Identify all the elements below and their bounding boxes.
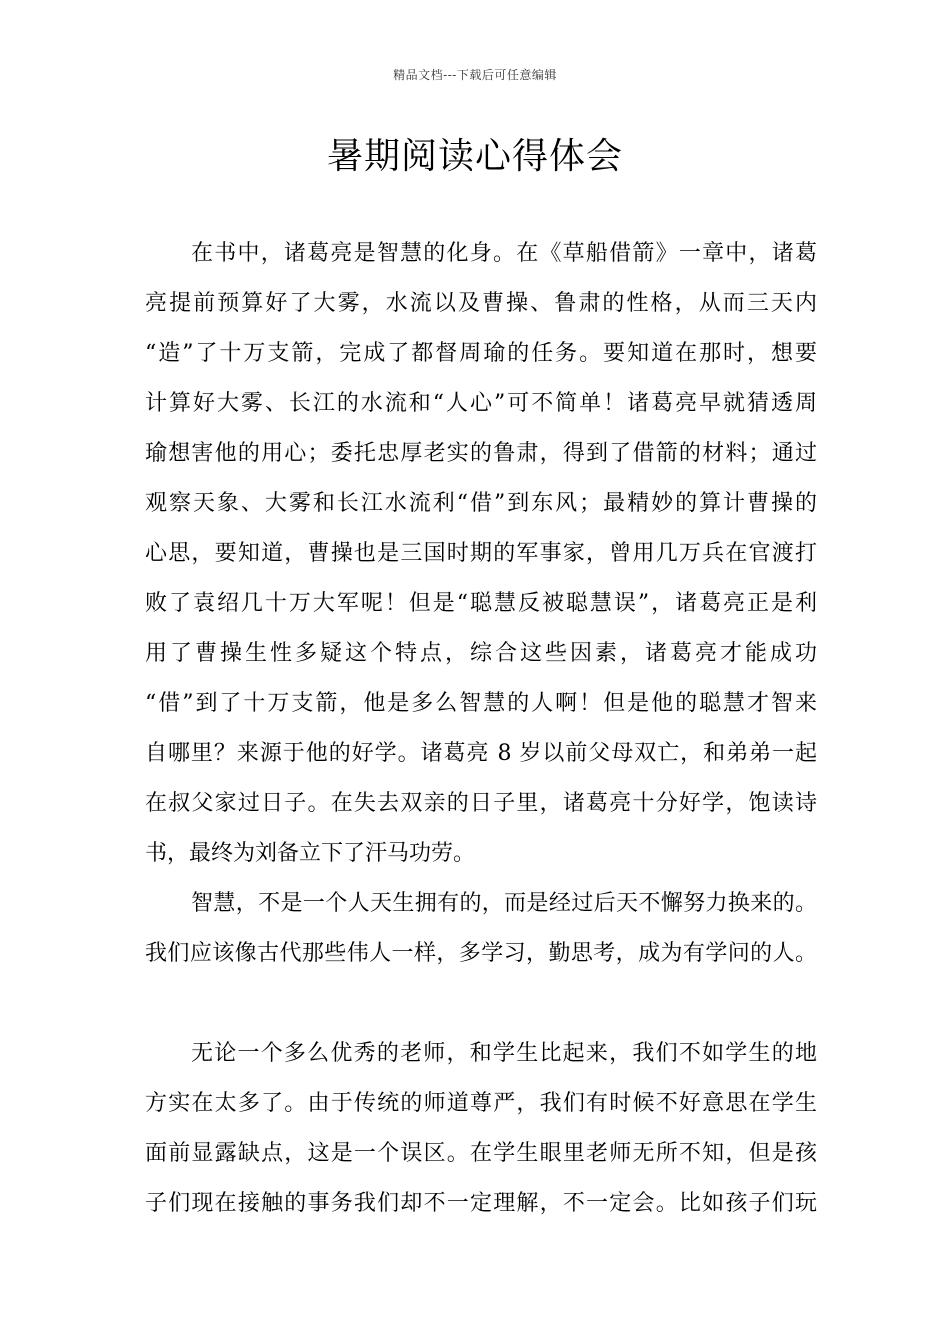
document-title: 暑期阅读心得体会 bbox=[326, 136, 623, 177]
paragraph-line: 观察天象、大雾和长江水流利“借”到东风；最精妙的算计曹操的 bbox=[145, 491, 817, 516]
paragraph-line: “借”到了十万支箭，他是多么智慧的人啊！但是他的聪慧才智来 bbox=[145, 691, 817, 716]
paragraph-line: 用了曹操生性多疑这个特点，综合这些因素，诸葛亮才能成功 bbox=[145, 641, 817, 666]
paragraph-3 bbox=[145, 1029, 817, 1229]
document-body bbox=[145, 229, 817, 1229]
paragraph-line: 书，最终为刘备立下了汗马功劳。 bbox=[145, 841, 476, 866]
paragraph-line: 子们现在接触的事务我们却不一定理解，不一定会。比如孩子们玩 bbox=[145, 1191, 817, 1216]
paragraph-line: 自哪里？来源于他的好学。诸葛亮 8 岁以前父母双亡，和弟弟一起 bbox=[145, 741, 817, 766]
paragraph-spacer bbox=[145, 979, 817, 1029]
paragraph-line: 方实在太多了。由于传统的师道尊严，我们有时候不好意思在学生 bbox=[145, 1091, 817, 1116]
header-note: 精品文档---下载后可任意编辑 bbox=[393, 68, 557, 82]
paragraph-line: “造”了十万支箭，完成了都督周瑜的任务。要知道在那时，想要 bbox=[145, 341, 817, 366]
paragraph-line: 在书中，诸葛亮是智慧的化身。在《草船借箭》一章中，诸葛 bbox=[191, 241, 817, 266]
paragraph-1 bbox=[145, 229, 817, 879]
paragraph-line: 心思，要知道，曹操也是三国时期的军事家，曾用几万兵在官渡打 bbox=[145, 541, 817, 566]
paragraph-line: 在叔父家过日子。在失去双亲的日子里，诸葛亮十分好学，饱读诗 bbox=[145, 791, 817, 816]
paragraph-line: 无论一个多么优秀的老师，和学生比起来，我们不如学生的地 bbox=[191, 1041, 817, 1066]
paragraph-line: 败了袁绍几十万大军呢！但是“聪慧反被聪慧误”，诸葛亮正是利 bbox=[145, 591, 817, 616]
paragraph-line: 智慧，不是一个人天生拥有的，而是经过后天不懈努力换来的。 bbox=[191, 891, 817, 916]
paragraph-line: 计算好大雾、长江的水流和“人心”可不简单！诸葛亮早就猜透周 bbox=[145, 391, 817, 416]
paragraph-2 bbox=[145, 879, 817, 979]
paragraph-line: 面前显露缺点，这是一个误区。在学生眼里老师无所不知，但是孩 bbox=[145, 1141, 817, 1166]
paragraph-line: 我们应该像古代那些伟人一样，多学习，勤思考，成为有学问的人。 bbox=[145, 941, 817, 966]
paragraph-line: 亮提前预算好了大雾，水流以及曹操、鲁肃的性格，从而三天内 bbox=[145, 291, 817, 316]
paragraph-line: 瑜想害他的用心；委托忠厚老实的鲁肃，得到了借箭的材料；通过 bbox=[145, 441, 817, 466]
